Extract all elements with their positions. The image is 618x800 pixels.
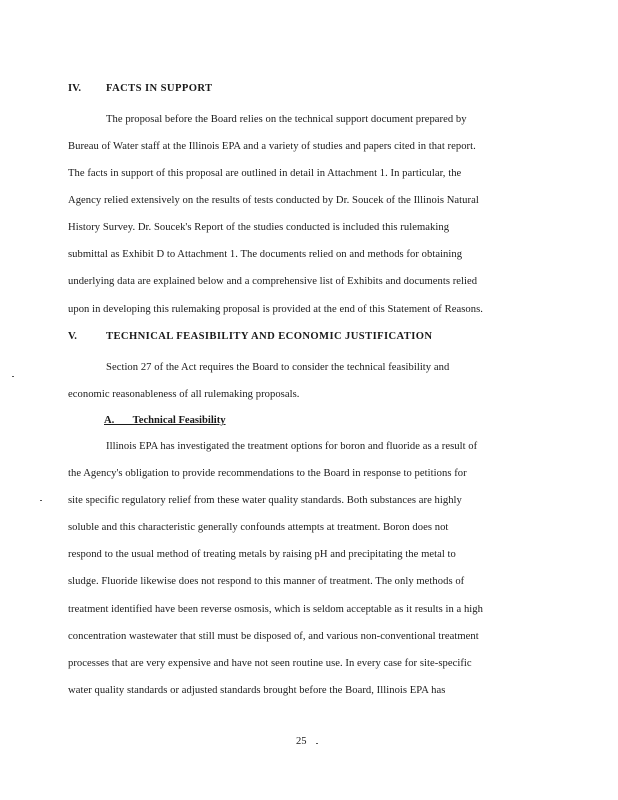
subsection-a-line-3: site specific regulatory relief from these water quality standards. Both substances are highly (68, 495, 462, 506)
section-4-number: IV. (68, 83, 82, 94)
section-4-title: FACTS IN SUPPORT (106, 83, 213, 94)
scan-speck (316, 743, 318, 744)
scan-speck (12, 376, 14, 377)
subsection-a-line-2: the Agency's obligation to provide recommendations to the Board in response to petitions for (68, 468, 467, 479)
scan-speck (40, 500, 42, 501)
section-4-line-3: The facts in support of this proposal are outlined in detail in Attachment 1. In particular, the (68, 168, 462, 179)
subsection-a-line-8: concentration wastewater that still must be disposed of, and various non-conventional treatment (68, 631, 479, 642)
section-4-line-5: History Survey. Dr. Soucek's Report of the studies conducted is included this rulemaking (68, 222, 450, 233)
section-5-title: TECHNICAL FEASIBILITY AND ECONOMIC JUSTIFICATION (106, 331, 433, 342)
subsection-a-line-9: processes that are very expensive and have not seen routine use. In every case for site-specific (68, 658, 472, 669)
section-4-line-4: Agency relied extensively on the results of tests conducted by Dr. Soucek of the Illinois Natural (68, 195, 479, 206)
subsection-a-line-6: sludge. Fluoride likewise does not respond to this manner of treatment. The only methods of (68, 576, 465, 587)
section-5-number: V. (68, 331, 77, 342)
subsection-a-line-4: soluble and this characteristic generally confounds attempts at treatment. Boron does not (68, 522, 449, 533)
section-5-line-2: economic reasonableness of all rulemaking proposals. (68, 389, 300, 400)
subsection-a-heading: A. Technical Feasibility (104, 415, 226, 426)
section-4-line-7: underlying data are explained below and a comprehensive list of Exhibits and documents relied (68, 276, 478, 287)
section-5-line-1: Section 27 of the Act requires the Board to consider the technical feasibility and (106, 362, 450, 373)
subsection-a-line-10: water quality standards or adjusted standards brought before the Board, Illinois EPA has (68, 685, 446, 696)
subsection-a-line-1: Illinois EPA has investigated the treatment options for boron and fluoride as a result of (106, 441, 478, 452)
subsection-a-line-7: treatment identified have been reverse osmosis, which is seldom acceptable as it results in a high (68, 604, 483, 615)
subsection-a-line-5: respond to the usual method of treating metals by raising pH and precipitating the metal to (68, 549, 456, 560)
section-4-line-8: upon in developing this rulemaking proposal is provided at the end of this Statement of Reasons. (68, 304, 483, 315)
section-4-line-1: The proposal before the Board relies on the technical support document prepared by (106, 114, 467, 125)
section-4-line-2: Bureau of Water staff at the Illinois EPA and a variety of studies and papers cited in that report. (68, 141, 476, 152)
section-4-line-6: submittal as Exhibit D to Attachment 1. The documents relied on and methods for obtaining (68, 249, 463, 260)
page-number: 25 (296, 736, 307, 747)
